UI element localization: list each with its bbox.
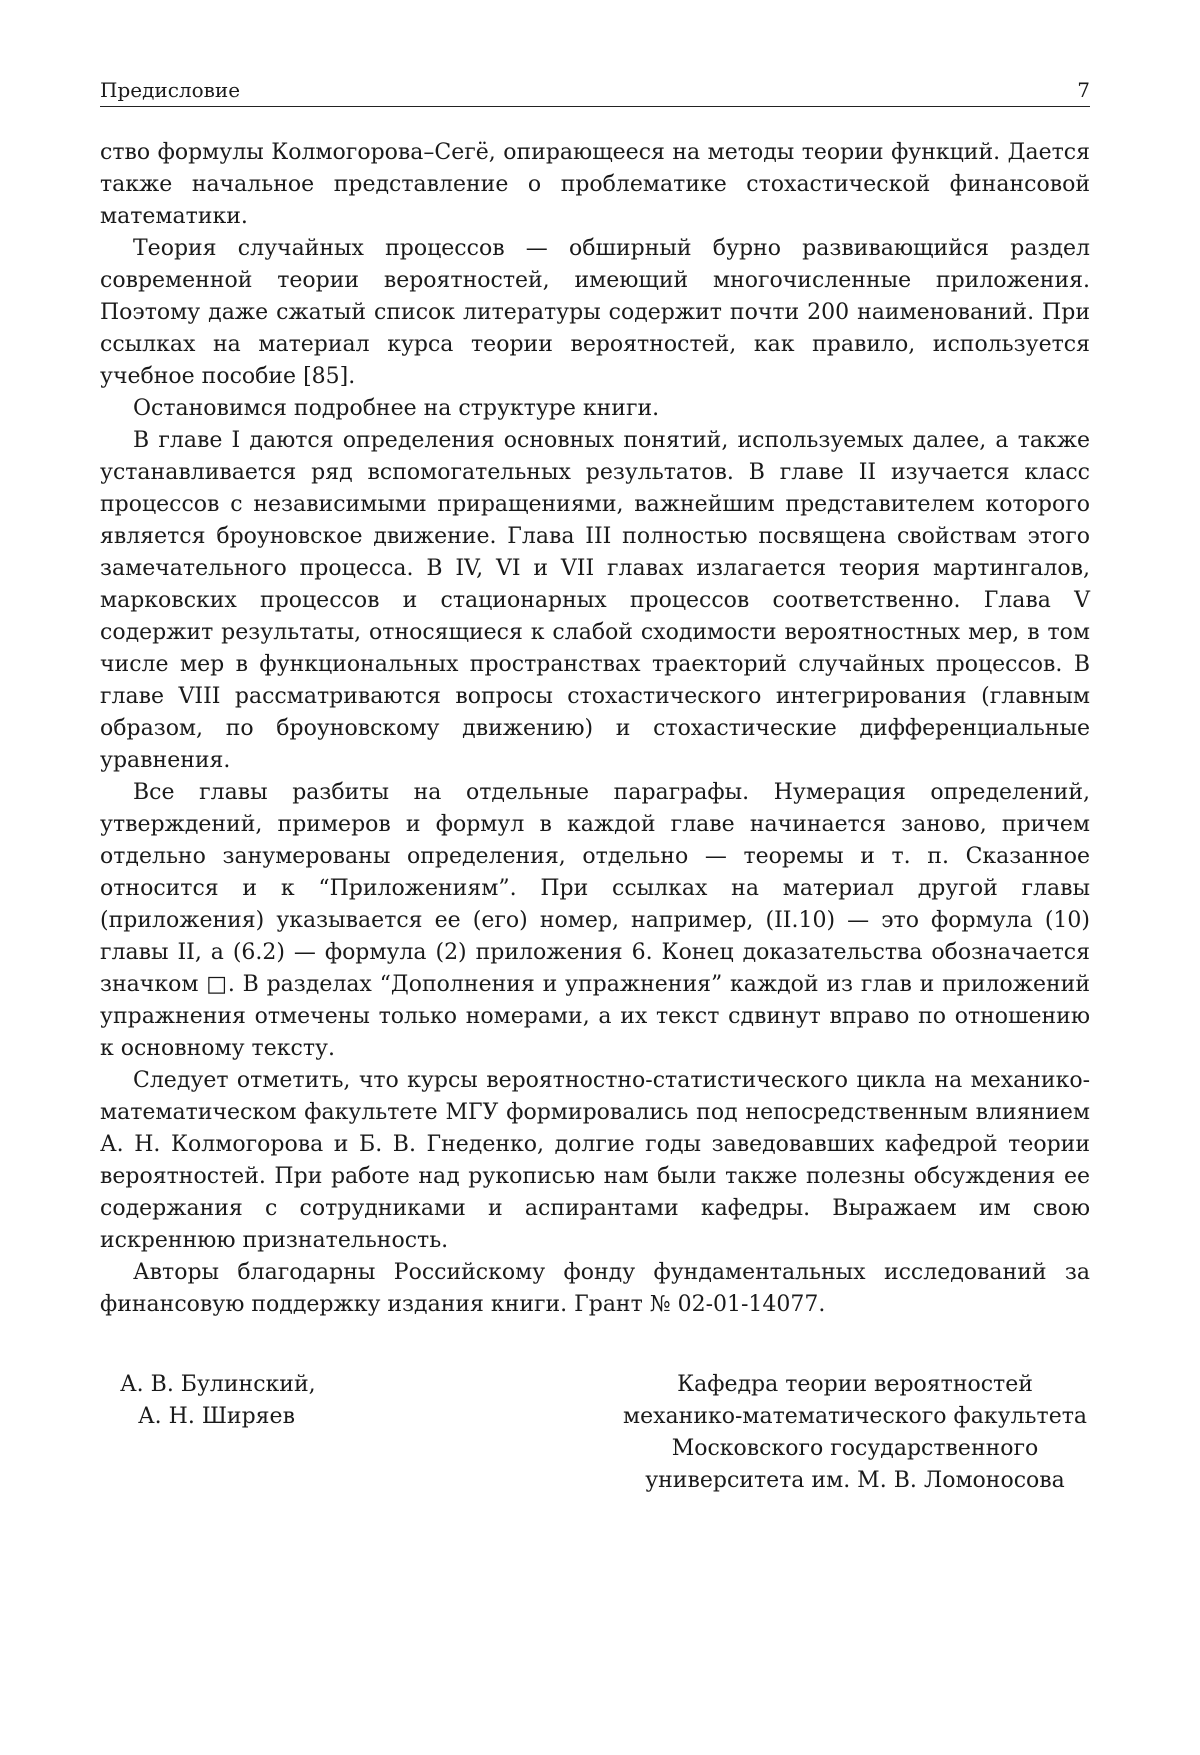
paragraph: Авторы благодарны Российскому фонду фундаментальных исследований за финансовую поддержку издания книги. Грант № 02-01-14077. [100,1260,1090,1317]
authors [120,1369,316,1497]
paragraph: В главе I даются определения основных понятий, используемых далее, а также устанавливается ряд вспомогательных результатов. В главе II изучается класс процессов с независимыми приращениями, важнейшим представителем которого является броуновское движение. Глава III полностью посвящена свойствам этого замечательного процесса. В IV, VI и VII главах излагается теория мартингалов, марковских процессов и стационарных процессов соответственно. Глава V содержит результаты, относящиеся к слабой сходимости вероятностных мер, в том числе мер в функциональных пространствах траекторий случайных процессов. В главе VIII рассматриваются вопросы стохастического интегрирования (главным образом, по броуновскому движению) и стохастические дифференциальные уравнения. [100,428,1090,773]
body-text [100,137,1090,1321]
affiliation-line: Московского государственного [671,1436,1039,1461]
paragraph: Остановимся подробнее на структуре книги. [133,396,660,421]
author-name: А. В. Булинский, [120,1372,316,1397]
department-affiliation [620,1369,1090,1497]
affiliation-line: Кафедра теории вероятностей [677,1372,1033,1397]
book-page [100,78,1090,1497]
paragraph: Теория случайных процессов — обширный бурно развивающийся раздел современной теории вероятностей, имеющий многочисленные приложения. Поэтому даже сжатый список литературы содержит почти 200 наименований. При ссылках на материал курса теории вероятностей, как правило, используется учебное пособие [85]. [100,236,1090,389]
paragraph: Следует отметить, что курсы вероятностно-статистического цикла на механико-математическом факультете МГУ формировались под непосредственным влиянием А. Н. Колмогорова и Б. В. Гнеденко, долгие годы заведовавших кафедрой теории вероятностей. При работе над рукописью нам были также полезны обсуждения ее содержания с сотрудниками и аспирантами кафедры. Выражаем им свою искреннюю признательность. [100,1068,1090,1253]
author-name: А. Н. Ширяев [138,1404,295,1429]
paragraph: Все главы разбиты на отдельные параграфы. Нумерация определений, утверждений, примеров и формул в каждой главе начинается заново, причем отдельно занумерованы определения, отдельно — теоремы и т. п. Сказанное относится и к “Приложениям”. При ссылках на материал другой главы (приложения) указывается ее (его) номер, например, (II.10) — это формула (10) главы II, а (6.2) — формула (2) приложения 6. Конец доказательства обозначается значком □. В разделах “Дополнения и упражнения” каждой из глав и приложений упражнения отмечены только номерами, а их текст сдвинут вправо по отношению к основному тексту. [100,780,1090,1061]
signature-block [100,1369,1090,1497]
paragraph-continuation: ство формулы Колмогорова–Сегё, опирающееся на методы теории функций. Дается также начальное представление о проблематике стохастической финансовой математики. [100,140,1090,229]
page-number: 7 [1077,78,1090,102]
section-title: Предисловие [100,78,241,102]
affiliation-line: университета им. М. В. Ломоносова [645,1468,1065,1493]
running-header [100,78,1090,107]
affiliation-line: механико-математического факультета [623,1404,1087,1429]
